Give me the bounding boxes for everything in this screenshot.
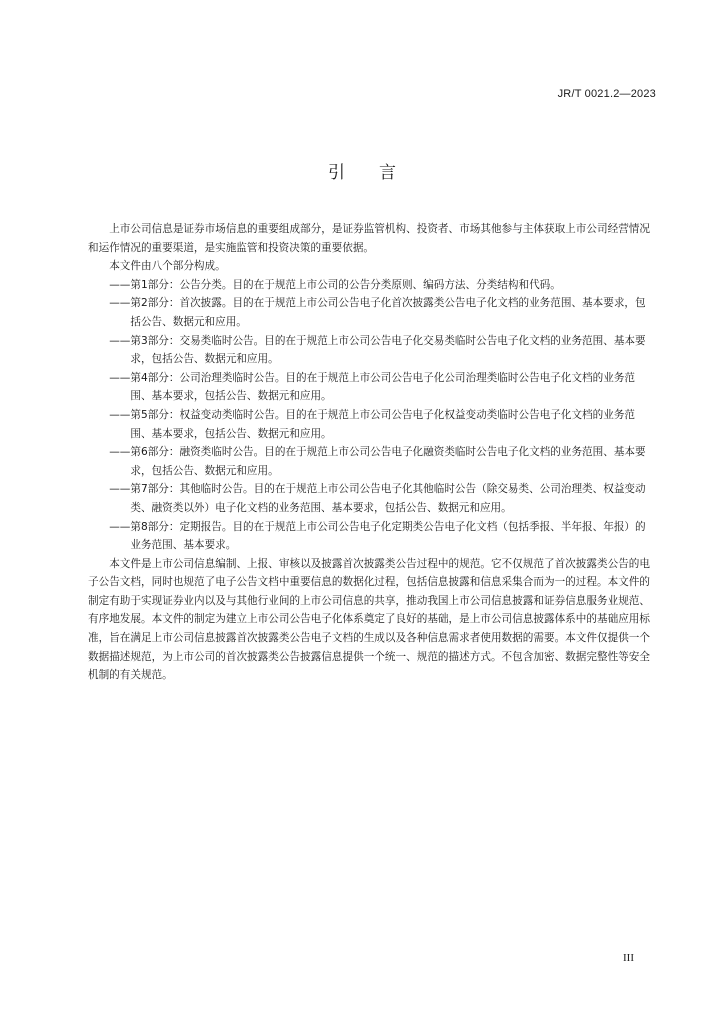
part-text: 第2部分：首次披露。目的在于规范上市公司公告电子化首次披露类公告电子化文档的业务范围、基本要求，包括公告、数据元和应用。 bbox=[130, 297, 646, 328]
em-dash: —— bbox=[109, 297, 131, 310]
document-code: JR/T 0021.2—2023 bbox=[557, 88, 656, 100]
part-text: 第3部分：交易类临时公告。目的在于规范上市公司公告电子化交易类临时公告电子化文档的业务范围、基本要求，包括公告、数据元和应用。 bbox=[130, 334, 646, 366]
part-list-item bbox=[88, 369, 650, 406]
part-text: 第1部分：公告分类。目的在于规范上市公司的公告分类原则、编码方法、分类结构和代码。 bbox=[130, 278, 561, 291]
em-dash: —— bbox=[109, 371, 131, 384]
closing-paragraph: 本文件是上市公司信息编制、上报、审核以及披露首次披露类公告过程中的规范。它不仅规范了首次披露类公告的电子公告文档，同时也规范了电子公告文档中重要信息的数据化过程，包括信息披露和信息采集合而为一的过程。本文件的制定有助于实现证券业内以及与其他行业间的上市公司信息的共享，推动我国上市公司信息披露和证券信息服务业规范、有序地发展。本文件的制定为建立上市公司公告电子化体系奠定了良好的基础，是上市公司信息披露体系中的基础应用标准，旨在满足上市公司信息披露首次披露类公告电子文档的生成以及各种信息需求者使用数据的需要。本文件仅提供一个数据描述规范，为上市公司的首次披露类公告披露信息提供一个统一、规范的描述方式。不包含加密、数据完整性等安全机制的有关规范。 bbox=[88, 557, 650, 682]
part-list-item bbox=[88, 332, 650, 369]
part-text: 第4部分：公司治理类临时公告。目的在于规范上市公司公告电子化公司治理类临时公告电子化文档的业务范围、基本要求，包括公告、数据元和应用。 bbox=[130, 371, 636, 403]
em-dash: —— bbox=[109, 446, 131, 459]
part-list-item bbox=[88, 294, 650, 331]
page-number: III bbox=[623, 952, 634, 964]
part-list-item bbox=[88, 480, 650, 517]
intro-paragraph: 上市公司信息是证券市场信息的重要组成部分，是证券监管机构、投资者、市场其他参与主体获取上市公司经营情况和运作情况的重要渠道，是实施监管和投资决策的重要依据。 bbox=[88, 223, 650, 254]
em-dash: —— bbox=[109, 520, 131, 533]
part-list-item bbox=[88, 406, 650, 443]
part-list-item bbox=[88, 518, 650, 555]
part-text: 第5部分：权益变动类临时公告。目的在于规范上市公司公告电子化权益变动类临时公告电子化文档的业务范围、基本要求，包括公告、数据元和应用。 bbox=[130, 408, 636, 440]
part-list-item bbox=[88, 443, 650, 480]
em-dash: —— bbox=[109, 278, 131, 291]
part-list-item bbox=[88, 276, 650, 295]
part-text: 第7部分：其他临时公告。目的在于规范上市公司公告电子化其他临时公告（除交易类、公司治理类、权益变动类、融资类以外）电子化文档的业务范围、基本要求，包括公告、数据元和应用。 bbox=[130, 483, 646, 514]
em-dash: —— bbox=[109, 408, 131, 421]
parts-intro: 本文件由八个部分构成。 bbox=[109, 260, 226, 273]
document-body bbox=[88, 220, 650, 685]
em-dash: —— bbox=[109, 334, 131, 347]
em-dash: —— bbox=[109, 483, 131, 496]
part-text: 第8部分：定期报告。目的在于规范上市公司公告电子化定期类公告电子化文档（包括季报、半年报、年报）的业务范围、基本要求。 bbox=[130, 520, 646, 552]
part-text: 第6部分：融资类临时公告。目的在于规范上市公司公告电子化融资类临时公告电子化文档的业务范围、基本要求，包括公告、数据元和应用。 bbox=[130, 446, 646, 477]
section-title: 引言 bbox=[328, 163, 430, 183]
